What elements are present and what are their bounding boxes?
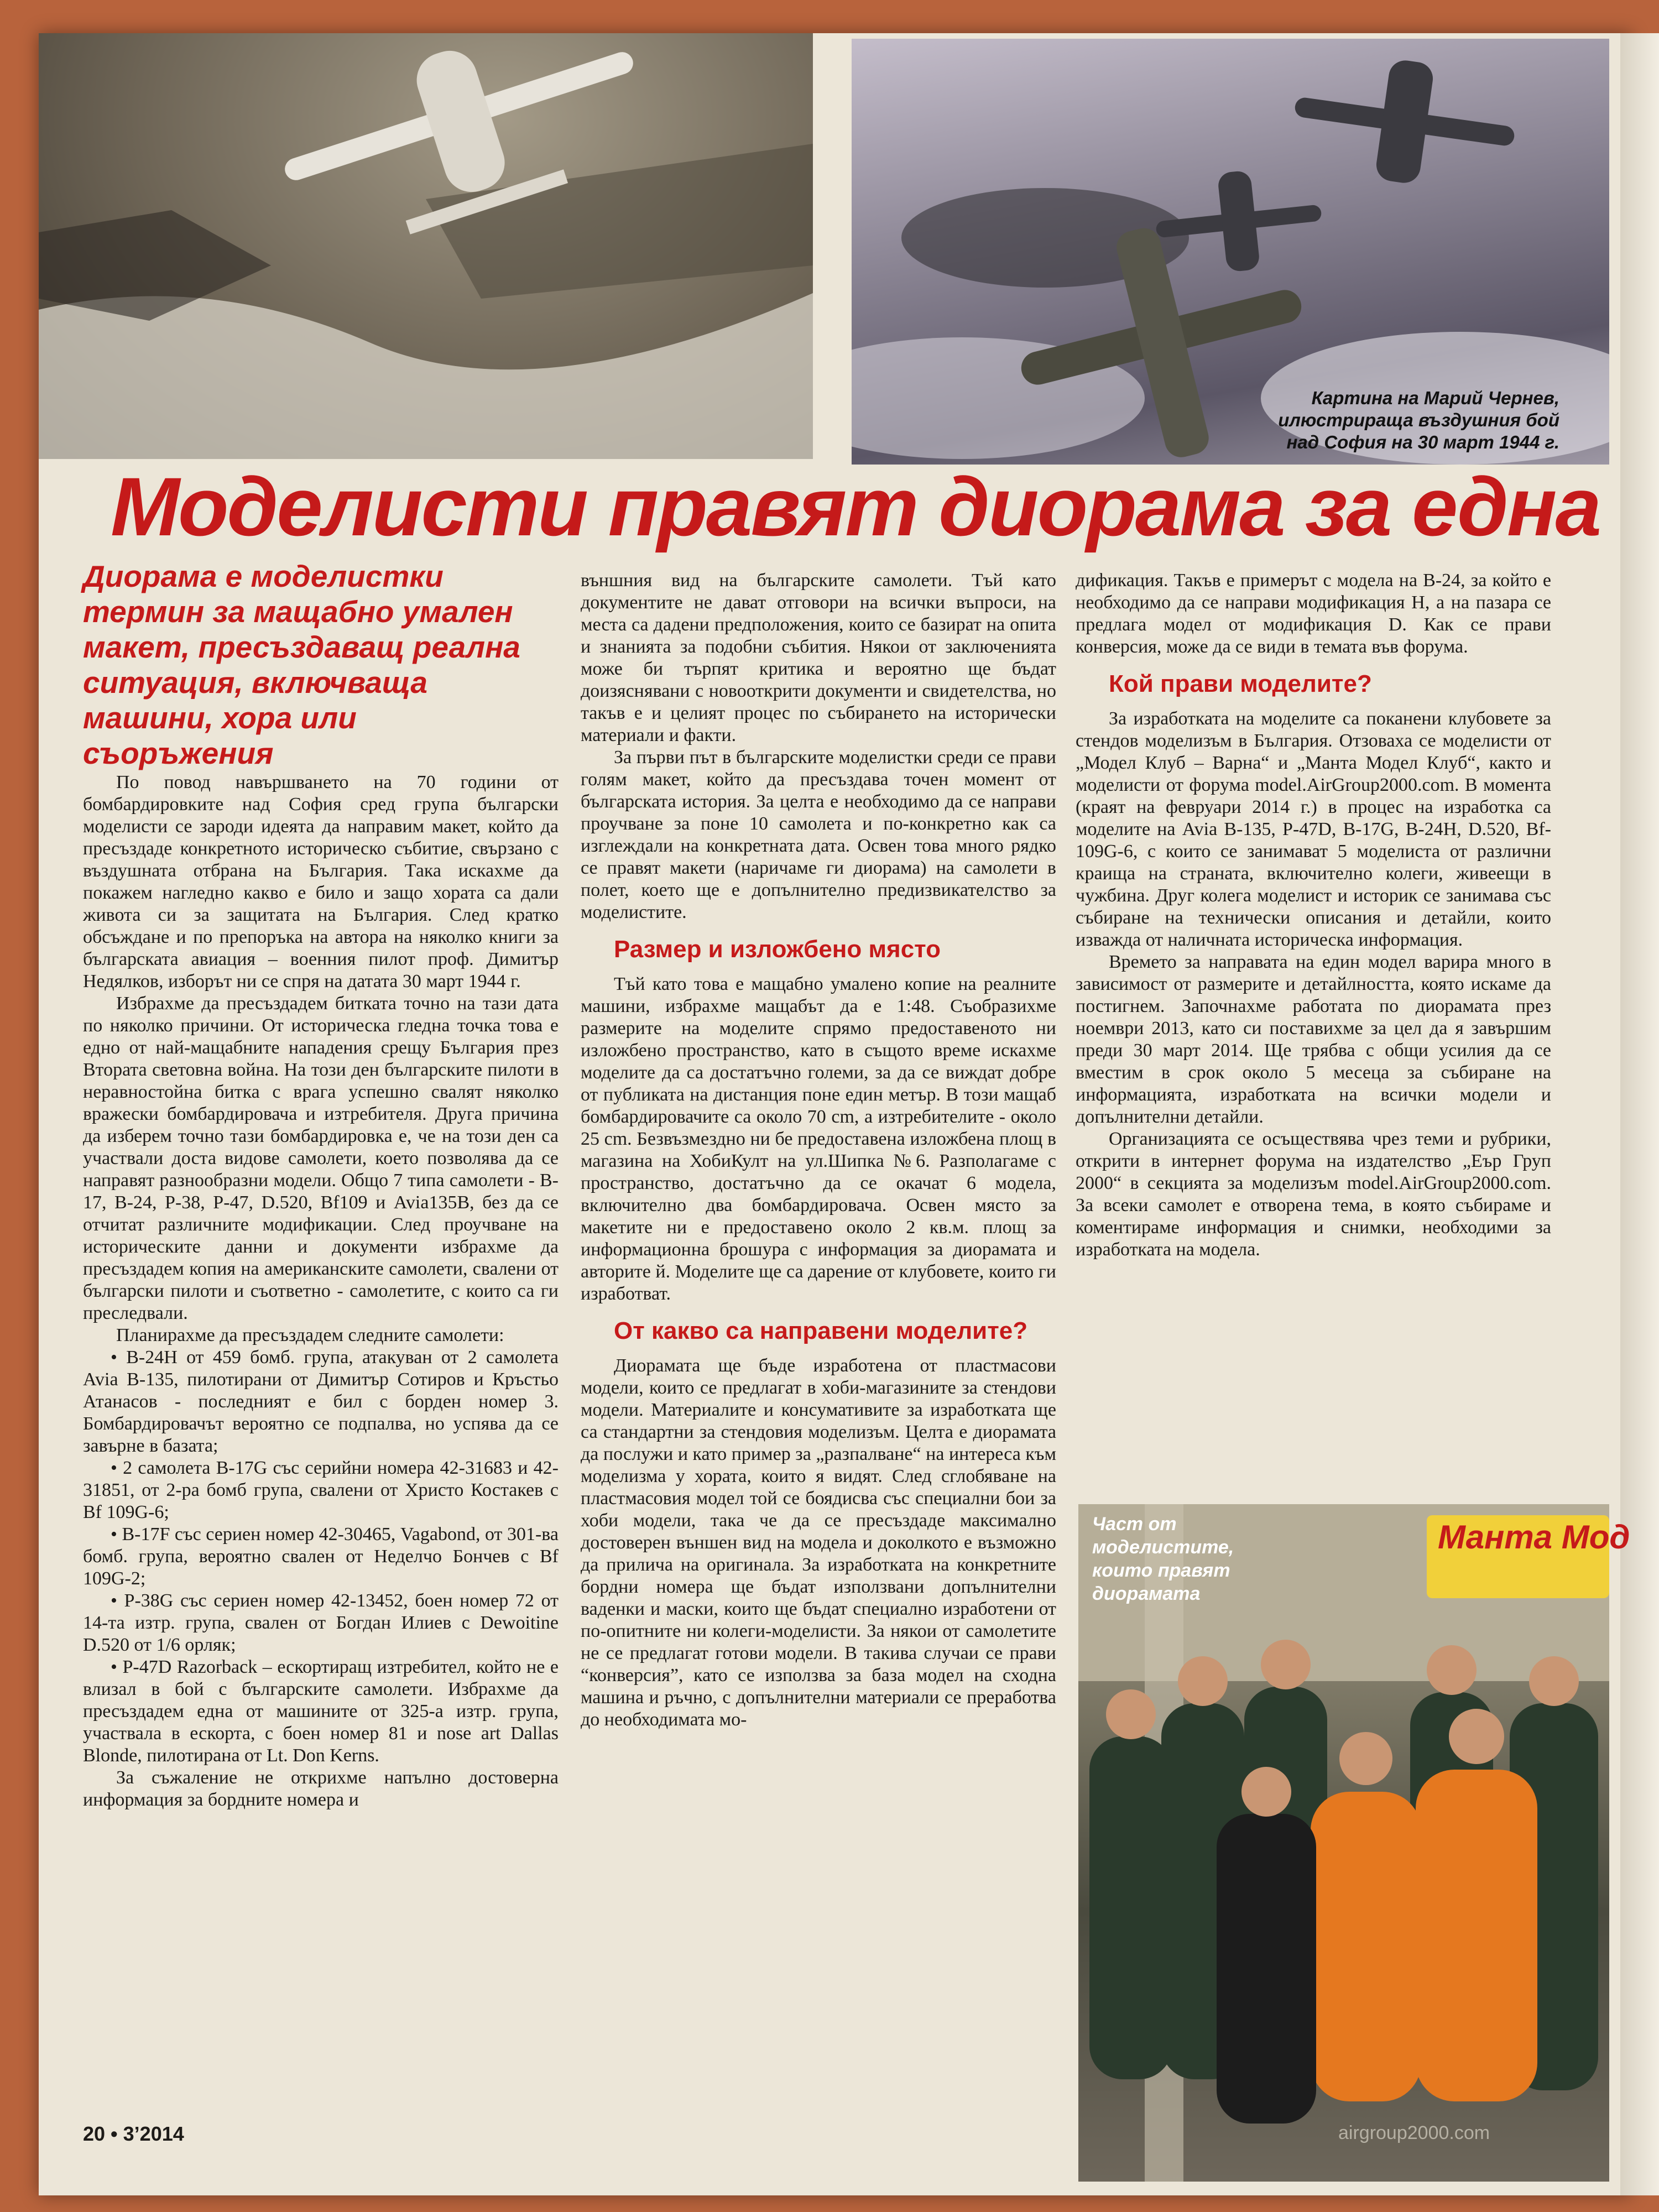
modelers-group-photo xyxy=(1078,1504,1609,2182)
text-column-2 xyxy=(581,570,1056,1731)
group-caption-line: диорамата xyxy=(1092,1583,1201,1604)
article-headline: Моделисти правят диорама за една xyxy=(111,460,1600,553)
painting-caption-line: илюстрираща въздушния бой xyxy=(1278,410,1559,430)
painting-caption xyxy=(1172,387,1559,453)
next-page-edge xyxy=(1620,33,1659,2195)
group-caption-line: които правят xyxy=(1092,1560,1230,1581)
paragraph: Времето за направата на един модел варира много в зависимост от размерите и детайлността, която искаме да постигнем. Започнахме работата по диорамата през ноември 2013, като си поставихме за цел да я завършим преди 30 март 2014. Ще трябва с общи усилия да се вместим в срок около 5 месеца за събиране на информацията, изработката на всички модели и допълнителни детайли. xyxy=(1076,952,1551,1127)
bomber-photo-art xyxy=(39,33,813,459)
aircraft-list-item: • B-24H от 459 бомб. група, атакуван от 2 самолета Avia B-135, пилотирани от Димитър Сотиров и Кръстьо Атанасов - последният е бил с борден номер 3. Бомбардировачът вероятно се подпалва, но успява да се завърне в базата; xyxy=(83,1347,559,1456)
paragraph: Планирахме да пресъздадем следните самолети: xyxy=(116,1325,504,1345)
page-folio: 20 • 3’2014 xyxy=(83,2122,184,2145)
aircraft-list-item: • P-47D Razorback – ескортиращ изтребител, който не е влизал в бой с българските самолети. Избрахме да пресъздадем една от машините от 325-а изтр. група, участвала в ескорта, с боен номер 81 и nose art Dallas Blonde, пилотирана от Lt. Don Kerns. xyxy=(83,1657,559,1766)
aircraft-list-item: • 2 самолета B-17G със серийни номера 42-31683 и 42-31851, от 2-ра бомб група, свалени от Христо Костакев с Bf 109G-6; xyxy=(83,1458,559,1522)
paragraph: За изработката на моделите са поканени клубовете за стендов моделизъм в България. Отзоваха се моделисти от „Модел Клуб – Варна“ и „Манта Модел Клуб“, както и моделисти от форума model.AirGroup2000.com. В момента (краят на февруари 2014 г.) в процес на изработка са моделите на Avia B-135, P-47D, B-17G, B-24H, D.520, Bf-109G-6, с които се занимават 5 моделиста от различни краища на страната, включително колеги, живеещи в чужбина. Друг колега моделист и историк се занимава със събиране на технически описания и детайли, които изважда от наличната историческа информация. xyxy=(1076,708,1551,950)
article-lede: Диорама е моделистки термин за мащабно умален макет, пресъздаващ реална ситуация, включваща машини, хора или съоръжения xyxy=(83,559,520,770)
section-heading-who: Кой прави моделите? xyxy=(1109,670,1372,697)
painting-caption-line: над София на 30 март 1944 г. xyxy=(1286,432,1559,452)
paragraph: външния вид на българските самолети. Тъй като документите не дават отговори на всички въпроси, на места са дадени предположения, които се базират на опита и знанията за подобни събития. Някои от заключенията може би търпят критика и вероятно ще бъдат доизяснявани с новооткрити документи и свидетелства, но такъв е и целият процес по събирането на исторически материали и факти. xyxy=(581,570,1056,745)
text-column-3 xyxy=(1076,570,1551,1261)
paragraph: Организацията се осъществява чрез теми и рубрики, открити в интернет форума на издателство „Еър Груп 2000“ в секцията за моделизъм model.AirGroup2000.com. За всеки самолет е отворена тема, в която събираме и коментираме информация и снимки, необходими за изработката на модела. xyxy=(1076,1129,1551,1260)
paragraph: Тъй като това е мащабно умалено копие на реалните машини, избрахме мащабът да е 1:48. Съобразихме размерите на моделите спрямо предоставеното ни изложбено пространство, като в същото време искахме моделите да са достатъчно големи, за да се виждат добре от публиката на дистанция поне един метър. В този мащаб бомбардировачите са около 70 cm, а изтребителите - около 25 cm. Безвъзмездно ни бе предоставена изложбена площ в магазина на ХобиКулт на ул.Шипка №6. Разполагаме с пространство, достатъчно да се окачат 6 модела, включително два бомбардировача. Освен място за макетите ни е предоставено около 2 кв.м. площ за информационна брошура с информация за диорамата и авторите й. Моделите ще са дарение от клубовете, които ги изработват. xyxy=(581,974,1056,1304)
paragraph: За първи път в българските моделистки среди се прави голям макет, който да пресъздава точен момент от българската история. За целта е необходимо да се направи проучване за поне 10 самолета и по-конкретно как са изглеждали на конкретната дата. Освен това много рядко се правят макети (наричаме ги диорама) на самолети в полет, което ще е допълнително предизвикателство за моделистите. xyxy=(581,747,1056,922)
group-caption-line: Част от xyxy=(1092,1514,1177,1535)
aircraft-list-item: • B-17F със сериен номер 42-30465, Vagabond, от 301-ва бомб. група, вероятно свален от Неделчо Бончев с Bf 109G-2; xyxy=(83,1524,559,1589)
paragraph: Избрахме да пресъздадем битката точно на тази дата по няколко причини. От историческа гледна точка това е едно от най-мащабните нападения срещу България през Втората световна война. На този ден българските пилоти в неравностойна битка с врага успешно свалят няколко вражески бомбардировача и изтребителя. Друга причина да изберем точно тази бомбардировка е, че на този ден са участвали доста видове самолети, което позволява да се направят разнообразни модели. Общо 7 типа самолети - B-17, B-24, P-38, P-47, D.520, Bf109 и Avia135B, без да се отчитат различните модификации. След проучване на историческите данни и документи избрахме да пресъздадем копия на американските самолети, свалени от български пилоти и съответно - самолетите, с които са ги преследвали. xyxy=(83,993,559,1323)
text-column-1 xyxy=(83,771,559,1811)
paragraph: дификация. Такъв е примерът с модела на B-24, за който е необходимо да се направи модификация H, а на пазара се предлага модел от модификация D. Как се прави конверсия, може да се види в темата във форума. xyxy=(1076,570,1551,657)
paragraph: По повод навършването на 70 години от бомбардировките над София сред група български моделисти се зароди идеята да направим макет, който да пресъздаде конкретното историческо събитие, свързано с въздушната отбрана на България. Така искахме да покажем нагледно какво е било и защо хората са дали живота си за защитата на България. След кратко обсъждане и по препоръка на автора на няколко книги за българската авиация – военния пилот проф. Димитър Недялков, изборът ни се спря на датата 30 март 1944 г. xyxy=(83,772,559,992)
banner-label: Манта Мод xyxy=(1438,1519,1630,1556)
paragraph: За съжаление не открихме напълно достоверна информация за бордните номера и xyxy=(83,1767,559,1810)
group-photo-art xyxy=(1078,1504,1609,2182)
paragraph: Диорамата ще бъде изработена от пластмасови модели, които се предлагат в хоби-магазините за стендови модели. Материалите и консумативите за изработката ще са стандартни за стендовия моделизъм. Целта е диорамата да послужи и като пример за „разпалване“ на интереса към моделизма у хората, които я видят. След сглобяване на пластмасовия модел той се боядисва със специални бои за хоби модели, така че да се пресъздаде максимално достоверен външен вид на модела и доколкото е възможно да прилича на оригинала. За изработката на конкретните бордни номера ще бъдат използвани допълнителни ваденки и маски, които ще бъдат специално изработени от по-опитните ни колеги-моделисти. За някои от самолетите не се предлагат готови модели. В такива случаи се прави “конверсия”, като се използва за база модел на сходна машина и ръчно, с допълнителни материали се преработва до необходимата мо- xyxy=(581,1355,1056,1730)
section-heading-size: Размер и изложбено място xyxy=(614,936,941,963)
aircraft-list-item: • P-38G със сериен номер 42-13452, боен номер 72 от 14-та изтр. група, свален от Богдан Илиев с Dewoitine D.520 от 1/6 орляк; xyxy=(83,1590,559,1655)
group-caption-line: моделистите, xyxy=(1092,1537,1234,1558)
photo-watermark: airgroup2000.com xyxy=(1338,2122,1490,2143)
section-heading-materials: От какво са направени моделите? xyxy=(614,1317,1028,1344)
painting-caption-line: Картина на Марий Чернев, xyxy=(1311,388,1559,408)
archival-bomber-photo xyxy=(39,33,813,459)
group-photo-caption xyxy=(1092,1512,1275,1605)
